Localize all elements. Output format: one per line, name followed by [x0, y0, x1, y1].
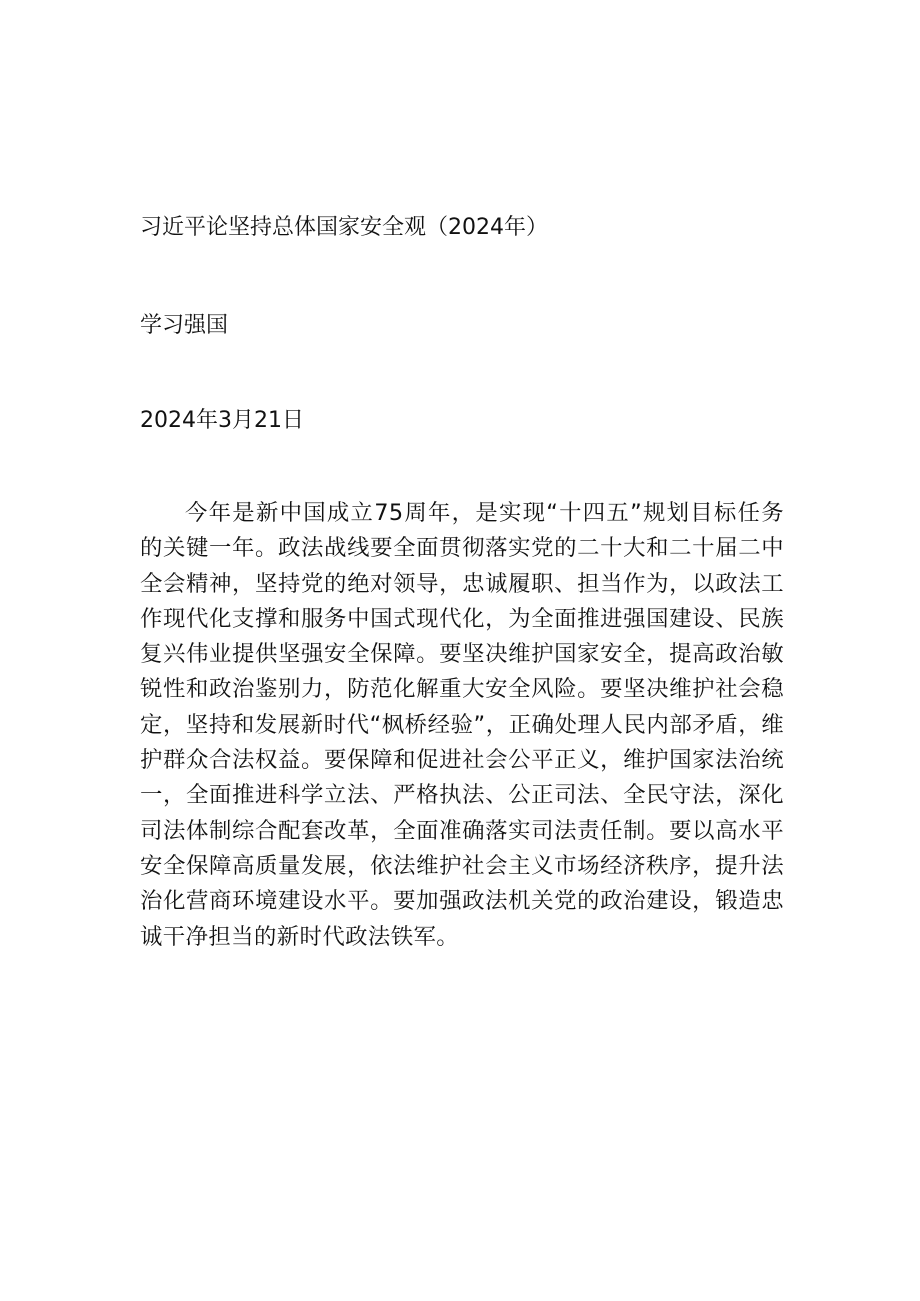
document-source: 学习强国	[140, 313, 229, 338]
body-paragraph: 今年是新中国成立75周年，是实现“十四五”规划目标任务的关键一年。政法战线要全面贯彻落实党的二十大和二十届二中全会精神，坚持党的绝对领导，忠诚履职、担当作为，以政法工作现代化支撑和服务中国式现代化，为全面推进强国建设、民族复兴伟业提供坚强安全保障。要坚决维护国家安全，提高政治敏锐性和政治鉴别力，防范化解重大安全风险。要坚决维护社会稳定，坚持和发展新时代“枫桥经验”，正确处理人民内部矛盾，维护群众合法权益。要保障和促进社会公平正义，维护国家法治统一，全面推进科学立法、严格执法、公正司法、全民守法，深化司法体制综合配套改革，全面准确落实司法责任制。要以高水平安全保障高质量发展，依法维护社会主义市场经济秩序，提升法治化营商环境建设水平。要加强政法机关党的政治建设，锻造忠诚干净担当的新时代政法铁军。	[140, 500, 784, 950]
document-date: 2024年3月21日	[140, 408, 304, 433]
document-title: 习近平论坚持总体国家安全观（2024年）	[140, 215, 548, 240]
